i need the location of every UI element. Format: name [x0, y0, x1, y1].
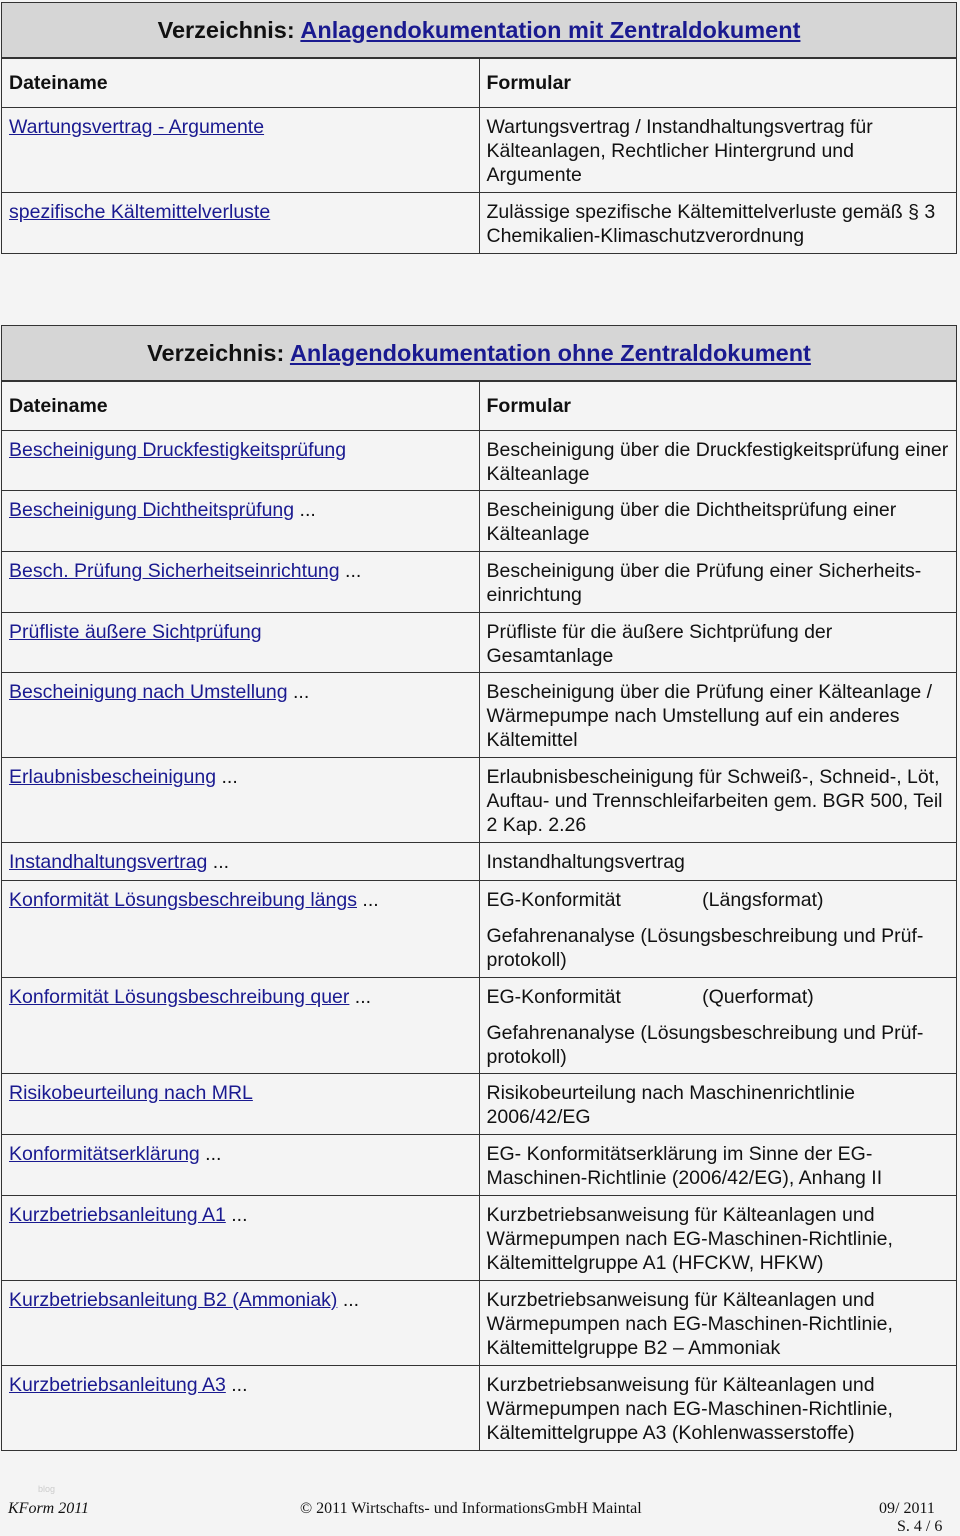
formular-cell: [479, 1196, 957, 1281]
formular-text: Zulässige spezifische Kältemittelverluste gemäß § 3 Chemikalien-Klimaschutzverordnung: [486, 201, 936, 247]
title-prefix: Verzeichnis:: [147, 339, 290, 366]
formular-text: EG-Konformität (Längsformat): [486, 889, 824, 911]
dateiname-cell: [2, 843, 480, 881]
dateiname-cell: [2, 1196, 480, 1281]
formular-cell: [479, 758, 957, 843]
ellipsis: ...: [216, 766, 238, 788]
formular-cell: [479, 1074, 957, 1135]
formular-text: Kurzbetriebsanweisung für Kälteanlagen und Wärmepumpen nach EG-Maschinen-Richtlinie, Kältemittelgruppe A3 (Kohlenwasserstoffe): [486, 1374, 893, 1444]
dateiname-cell: [2, 758, 480, 843]
formular-text: Kurzbetriebsanweisung für Kälteanlagen und Wärmepumpen nach EG-Maschinen-Richtlinie, Kältemittelgruppe B2 – Ammoniak: [486, 1289, 893, 1359]
formular-cell: [479, 673, 957, 758]
file-link[interactable]: Konformitätserklärung: [9, 1143, 200, 1165]
table-title-row: [2, 326, 957, 381]
ellipsis: ...: [294, 499, 316, 521]
formular-cell: [479, 108, 957, 193]
ellipsis: ...: [339, 560, 362, 582]
ellipsis: ...: [207, 851, 230, 873]
dateiname-cell: [2, 108, 480, 193]
formular-text: Bescheinigung über die Druckfestigkeitsprüfung einer Kälteanlage: [486, 439, 949, 485]
table-row: [2, 1281, 957, 1366]
table-row: [2, 491, 957, 552]
formular-text: Erlaubnisbescheinigung für Schweiß-, Schneid-, Löt, Auftau- und Trennschleifarbeiten gem. BGR 500, Teil 2 Kap. 2.26: [486, 766, 943, 836]
formular-cell: [479, 552, 957, 613]
footer-copyright: © 2011 Wirtschafts- und InformationsGmbH Maintal: [300, 1500, 642, 1517]
ellipsis: ...: [225, 1374, 248, 1396]
formular-text: Prüfliste für die äußere Sichtprüfung der Gesamtanlage: [486, 621, 833, 667]
file-link[interactable]: Risikobeurteilung nach MRL: [9, 1082, 253, 1104]
ellipsis: ...: [337, 1289, 360, 1311]
formular-cell: [479, 1366, 957, 1451]
header-formular: Formular: [479, 58, 957, 108]
title-link[interactable]: Anlagendokumentation mit Zentraldokument: [300, 16, 801, 43]
header-formular: Formular: [479, 381, 957, 431]
footer-page: S. 4 / 6: [897, 1518, 943, 1535]
table-row: [2, 431, 957, 491]
formular-text: EG-Konformität (Querformat): [486, 986, 814, 1008]
formular-text: Gefahrenanalyse (Lösungsbeschreibung und Prüf-protokoll): [486, 1022, 924, 1068]
formular-text: Bescheinigung über die Prüfung einer Sicherheits-einrichtung: [486, 560, 922, 606]
file-link[interactable]: Kurzbetriebsanleitung B2 (Ammoniak): [9, 1289, 338, 1311]
file-link[interactable]: Wartungsvertrag - Argumente: [9, 116, 265, 138]
dateiname-cell: [2, 881, 480, 978]
footer-left: KForm 2011: [8, 1500, 90, 1517]
table-row: [2, 673, 957, 758]
file-link[interactable]: Bescheinigung nach Umstellung: [9, 681, 288, 703]
header-row: [2, 58, 957, 108]
table-row: [2, 552, 957, 613]
table-row: [2, 881, 957, 978]
table-row: [2, 978, 957, 1074]
formular-text: Bescheinigung über die Dichtheitsprüfung einer Kälteanlage: [486, 499, 897, 545]
table-ohne-zentraldokument: [1, 325, 957, 1451]
dateiname-cell: [2, 1135, 480, 1196]
dateiname-cell: [2, 673, 480, 758]
formular-text: EG- Konformitätserklärung im Sinne der EG-Maschinen-Richtlinie (2006/42/EG), Anhang II: [486, 1143, 883, 1189]
dateiname-cell: [2, 552, 480, 613]
formular-cell: [479, 193, 957, 254]
file-link[interactable]: spezifische Kältemittelverluste: [9, 201, 271, 223]
ellipsis: ...: [199, 1143, 222, 1165]
formular-cell: [479, 1135, 957, 1196]
table-title: [2, 3, 957, 58]
header-row: [2, 381, 957, 431]
table-row: [2, 1135, 957, 1196]
formular-text: Wartungsvertrag / Instandhaltungsvertrag für Kälteanlagen, Rechtlicher Hintergrund und Argumente: [486, 116, 873, 186]
formular-text: Instandhaltungsvertrag: [486, 851, 685, 873]
file-link[interactable]: Kurzbetriebsanleitung A1: [9, 1204, 226, 1226]
table-row: [2, 758, 957, 843]
file-link[interactable]: Konformität Lösungsbeschreibung längs: [9, 889, 357, 911]
file-link[interactable]: Besch. Prüfung Sicherheitseinrichtung: [9, 560, 340, 582]
table-row: [2, 108, 957, 193]
watermark: blog: [38, 1484, 56, 1494]
dateiname-cell: [2, 431, 480, 491]
formular-cell: [479, 978, 957, 1074]
footer-date: 09/ 2011: [879, 1500, 935, 1517]
header-dateiname: Dateiname: [2, 381, 480, 431]
table-mit-zentraldokument: [1, 2, 957, 254]
table-row: [2, 193, 957, 254]
table-row: [2, 1196, 957, 1281]
dateiname-cell: [2, 193, 480, 254]
table-title-row: [2, 3, 957, 58]
ellipsis: ...: [225, 1204, 248, 1226]
dateiname-cell: [2, 978, 480, 1074]
file-link[interactable]: Prüfliste äußere Sichtprüfung: [9, 621, 262, 643]
formular-text: Kurzbetriebsanweisung für Kälteanlagen und Wärmepumpen nach EG-Maschinen-Richtlinie, Kältemittelgruppe A1 (HFCKW, HFKW): [486, 1204, 893, 1274]
formular-cell: [479, 1281, 957, 1366]
file-link[interactable]: Erlaubnisbescheinigung: [9, 766, 217, 788]
file-link[interactable]: Konformität Lösungsbeschreibung quer: [9, 986, 350, 1008]
ellipsis: ...: [287, 681, 310, 703]
formular-text: Risikobeurteilung nach Maschinenrichtlinie 2006/42/EG: [486, 1082, 856, 1128]
title-link[interactable]: Anlagendokumentation ohne Zentraldokument: [289, 339, 811, 366]
table-title: [2, 326, 957, 381]
file-link[interactable]: Bescheinigung Druckfestigkeitsprüfung: [9, 439, 347, 461]
file-link[interactable]: Kurzbetriebsanleitung A3: [9, 1374, 226, 1396]
dateiname-cell: [2, 1366, 480, 1451]
title-prefix: Verzeichnis:: [157, 16, 301, 43]
formular-cell: [479, 881, 957, 978]
file-link[interactable]: Bescheinigung Dichtheitsprüfung: [9, 499, 295, 521]
formular-cell: [479, 491, 957, 552]
table-row: [2, 843, 957, 881]
formular-cell: [479, 613, 957, 673]
formular-cell: [479, 431, 957, 491]
table-row: [2, 1074, 957, 1135]
table-row: [2, 1366, 957, 1451]
dateiname-cell: [2, 1074, 480, 1135]
table-row: [2, 613, 957, 673]
ellipsis: ...: [356, 889, 379, 911]
dateiname-cell: [2, 613, 480, 673]
dateiname-cell: [2, 491, 480, 552]
header-dateiname: Dateiname: [2, 58, 480, 108]
file-link[interactable]: Instandhaltungsvertrag: [9, 851, 208, 873]
formular-text: Bescheinigung über die Prüfung einer Kälteanlage / Wärmepumpe nach Umstellung auf ein anderes Kältemittel: [486, 681, 933, 751]
formular-text: Gefahrenanalyse (Lösungsbeschreibung und Prüf-protokoll): [486, 925, 924, 971]
ellipsis: ...: [349, 986, 372, 1008]
dateiname-cell: [2, 1281, 480, 1366]
formular-cell: [479, 843, 957, 881]
